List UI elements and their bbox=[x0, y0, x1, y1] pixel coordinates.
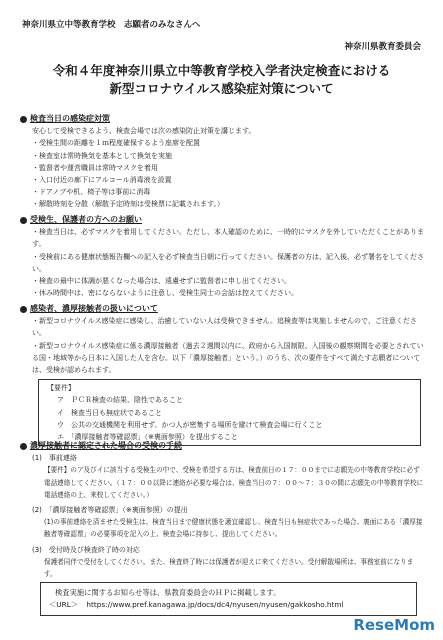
section-heading: 受検生、保護者の方へのお願い bbox=[20, 214, 425, 226]
measure-item: ・監督者や運営職員は常時マスクを着用 bbox=[32, 163, 158, 172]
rule-item: ・新型コロナウイルス感染症に係る濃厚接触者（過去２週間以内に、政府から入国制限、入国後の観察期間を必要とされている国・地域等から日本に入国した人を含む。以下「濃厚接触者」という。）のうち、次の要件をすべて満たす志願者については、受検が認められます。 bbox=[32, 341, 424, 375]
section-heading: 濃厚接触者に認定された場合の受検の手続 bbox=[20, 440, 425, 452]
bullet-icon bbox=[20, 306, 27, 313]
request-item: ・検査の最中に体調が悪くなった場合は、遠慮せずに監督者に申し出てください。 bbox=[32, 277, 291, 286]
bullet-icon bbox=[20, 217, 27, 224]
measure-item: ・入口付近の廊下にアルコール消毒液を設置 bbox=[32, 176, 172, 185]
bullet-icon bbox=[20, 443, 27, 450]
header-addressee: 神奈川県立中等教育学校 志願者のみなさんへ bbox=[22, 20, 201, 30]
step-title: (1) 事前連絡 bbox=[32, 454, 77, 463]
header-issuer: 神奈川県教育委員会 bbox=[344, 42, 421, 52]
step-body: 【要件】のア及びイに該当する受検生の中で、受検を希望する方は、検査前日の１７：００までに志願先の中等教育学校に必ず電話連絡してください。（１７：００以降に連絡が必要な場合は、検査当日の７：００～７：３０の間に志願先の中等教育学校に電話連絡の上、来校してください。） bbox=[44, 466, 424, 499]
title-line-2: 新型コロナウイルス感染症対策について bbox=[109, 81, 334, 96]
requirement-item: エ 「濃厚接触者等確認票」（※裏面参照）を提出すること bbox=[57, 433, 238, 442]
url-notice-box bbox=[40, 582, 417, 616]
step-title: (2) 「濃厚接触者等確認票」（※裏面参照）の提出 bbox=[32, 506, 188, 515]
step-body: (1)の事前連絡を済ませた受検生は、検査当日まで健康状態を適宜確認し、検査当日も無症状であった場合、裏面にある「濃厚接触者等確認票」の必要事項を記入の上、検査会場に持参し、提出してください。 bbox=[44, 518, 423, 539]
bullet-icon bbox=[20, 116, 27, 123]
requirement-item: イ 検査当日も無症状であること bbox=[57, 408, 162, 417]
section-requests bbox=[22, 214, 425, 299]
measure-item: ・解散時刻を分散（解散予定時刻は受検票に記載されます。） bbox=[32, 200, 224, 209]
url-notice-text: 検査実施に関するお知らせ等は、県教育委員会のＨＰに掲載します。 bbox=[55, 588, 281, 597]
requirement-item: ウ 公共の交通機関を利用せず、かつ人が密集する場所を避けて検査会場に行くこと bbox=[57, 420, 323, 429]
section-infected-contacts bbox=[22, 303, 425, 446]
section-contact-procedure bbox=[22, 440, 425, 580]
measure-item: ・ドアノブや机、椅子等は事前に消毒 bbox=[32, 188, 151, 197]
section-heading: 感染者、濃厚接触者の扱いについて bbox=[20, 303, 425, 315]
document-title bbox=[0, 62, 443, 98]
section-heading: 検査当日の感染症対策 bbox=[20, 113, 425, 125]
title-line-1: 令和４年度神奈川県立中等教育学校入学者決定検査における bbox=[52, 63, 391, 78]
rule-item: ・新型コロナウイルス感染症に感染し、治癒していない人は受検できません。追検査等は実施しませんので、ご注意ください。 bbox=[32, 317, 417, 338]
url-link[interactable]: https://www.pref.kanagawa.jp/docs/dc4/nyusen/nyusen/gakkosho.html bbox=[86, 600, 344, 609]
section-exam-day-measures bbox=[22, 113, 425, 211]
measure-item: ・受検生間の距離を１ｍ程度確保するよう座席を配置 bbox=[32, 139, 200, 148]
requirements-box bbox=[38, 379, 421, 446]
url-line bbox=[49, 599, 408, 611]
resemom-logo: ReseMom bbox=[353, 616, 435, 634]
step-title: (3) 受付時及び検査終了時の対応 bbox=[32, 545, 140, 554]
request-item: ・検査当日は、必ずマスクを着用してください。ただし、本人確認のために、一時的にマスクを外していただくことがあります。 bbox=[32, 228, 424, 249]
step-body: 保護者同伴で受付をしてください。また、検査終了時には保護者が迎えに来てください。受付解散場所は、事務室前になります。 bbox=[44, 557, 414, 579]
measure-item: ・検査室は常時換気を基本として換気を実施 bbox=[32, 151, 172, 160]
section-intro: 安心して受検できるよう、検査会場では次の感染防止対策を講じます。 bbox=[32, 127, 256, 136]
requirement-item: ア ＰＣＲ検査の結果、陰性であること bbox=[57, 396, 183, 405]
url-label: ＜URL＞ bbox=[49, 600, 79, 609]
requirements-label: 【要件】 bbox=[47, 384, 75, 393]
request-item: ・休み時間中は、密にならないように注意し、受検生同士の会話は控えてください。 bbox=[32, 289, 298, 298]
request-item: ・受検前にある健康状態報告欄への記入を必ず検査当日朝に行ってください。保護者の方は、記入後、必ず署名をしてください。 bbox=[32, 252, 424, 273]
